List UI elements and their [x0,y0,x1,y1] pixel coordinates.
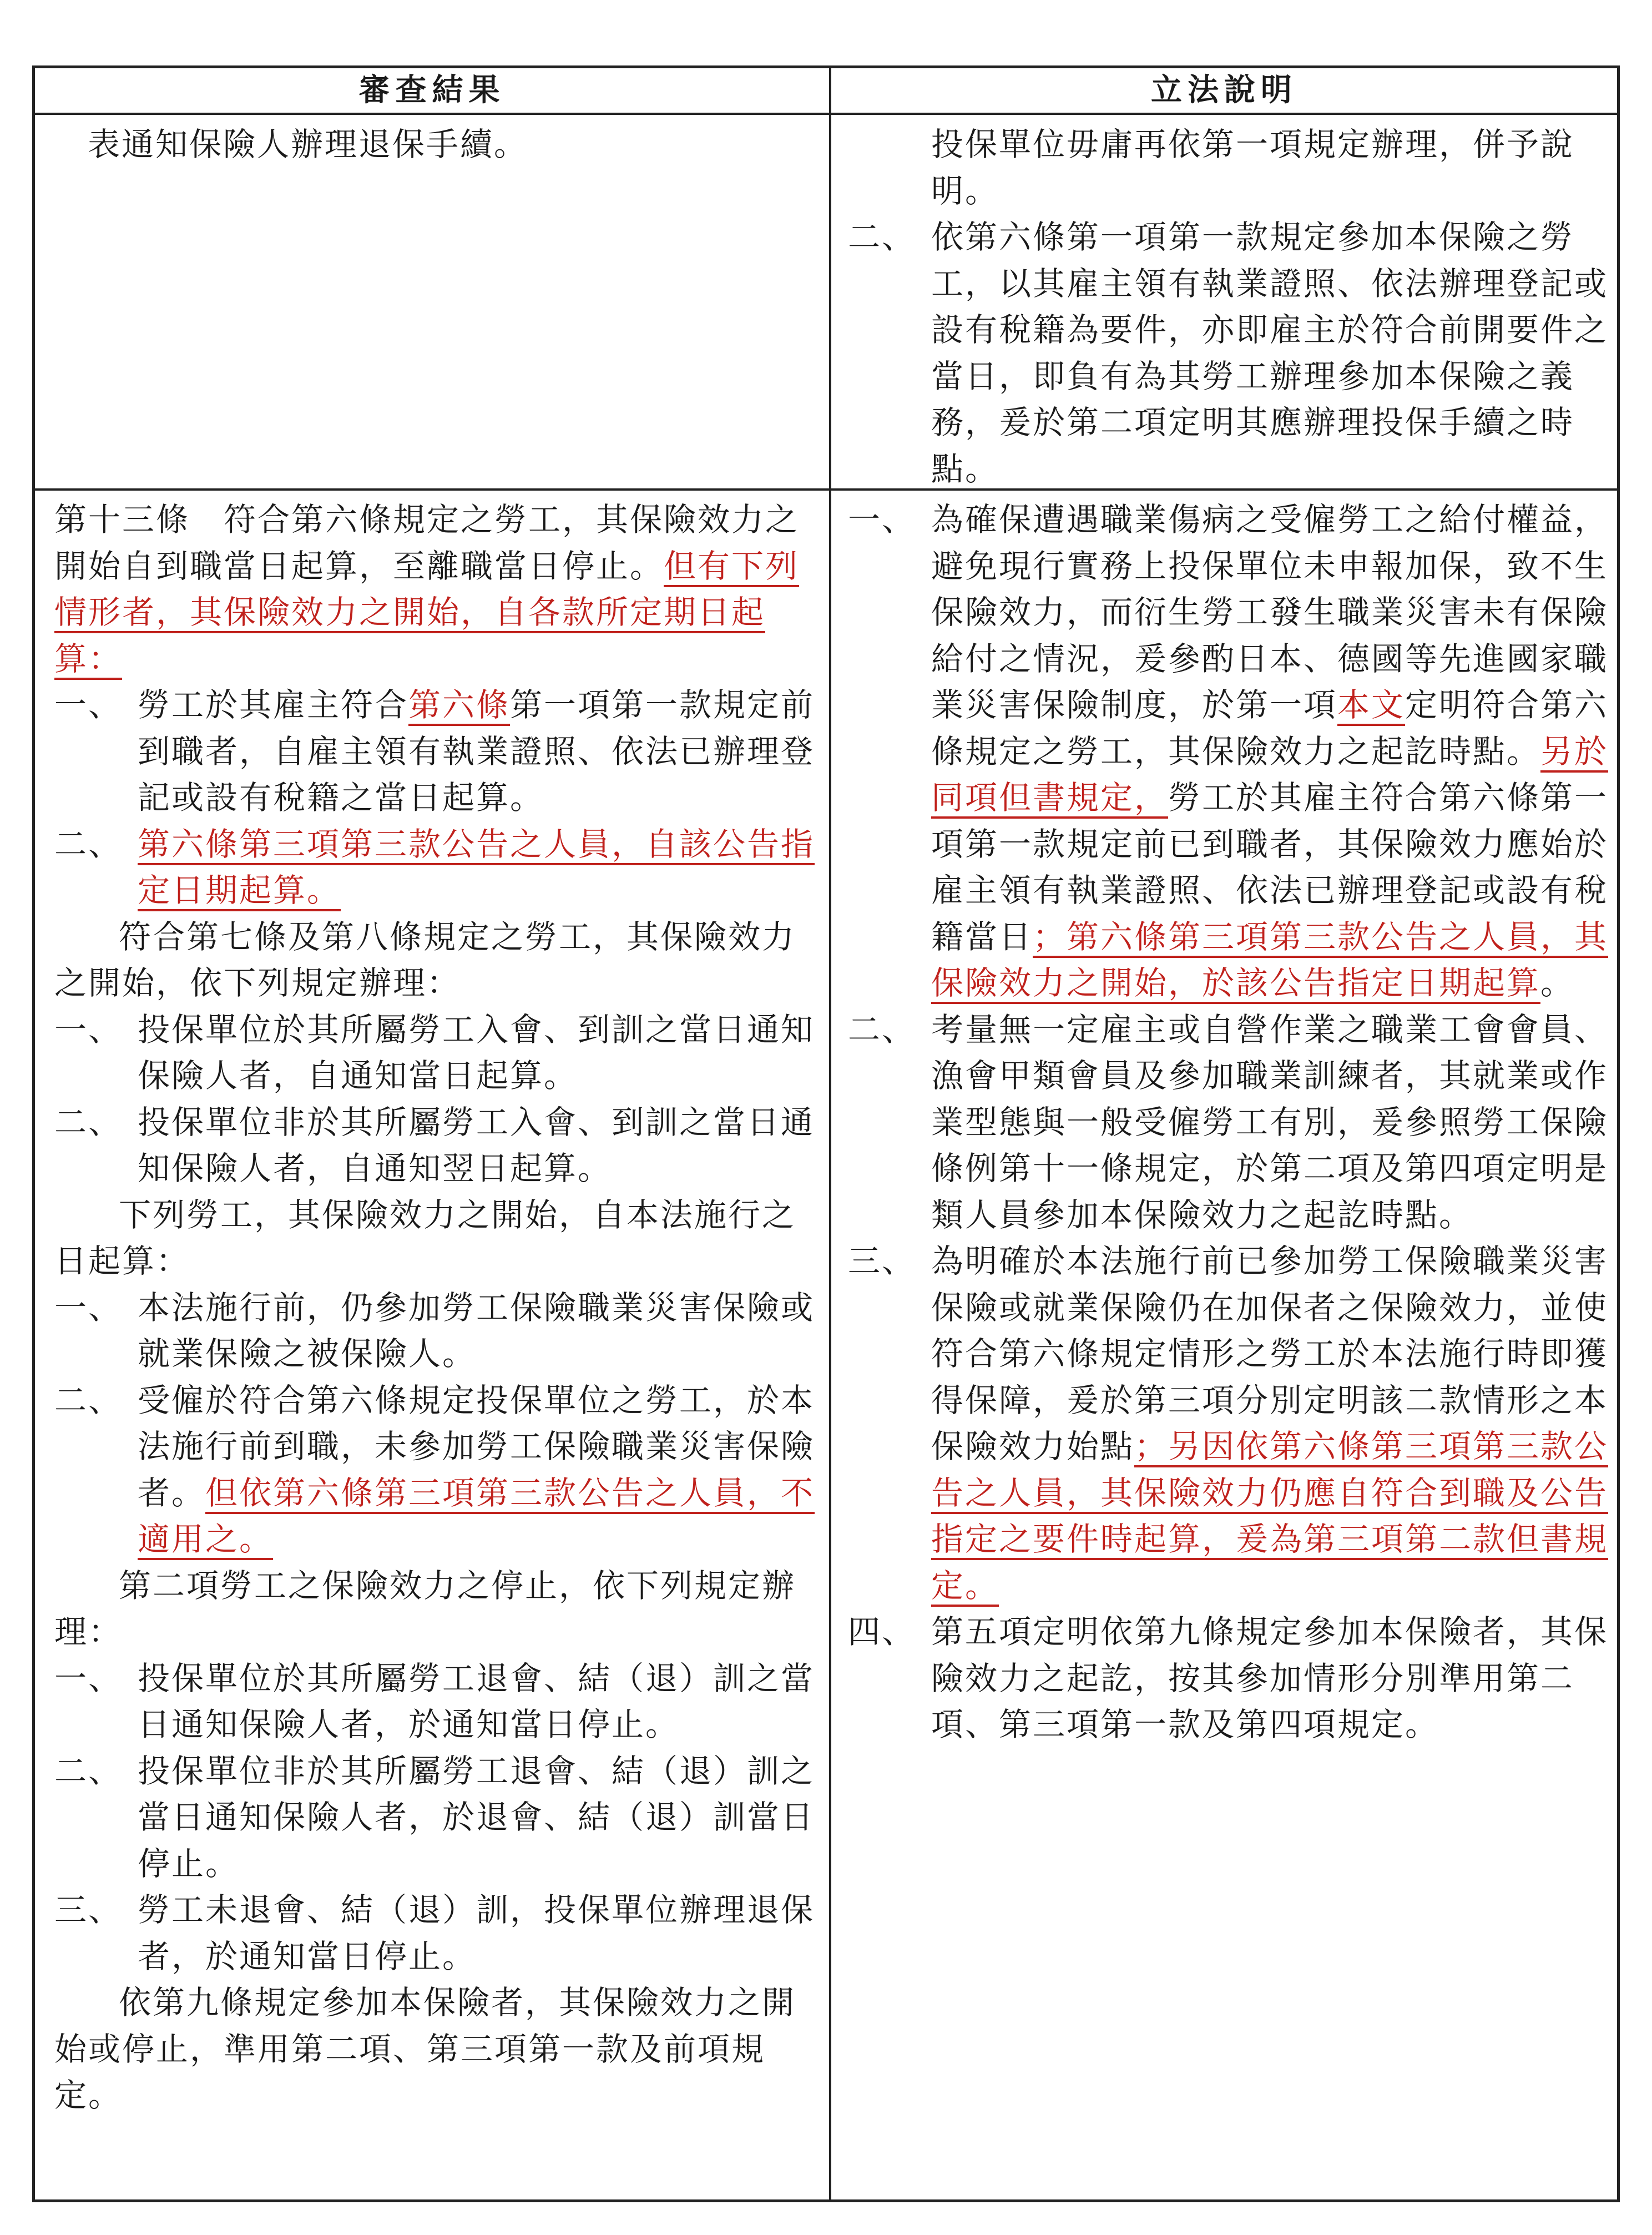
explanation-item-3 [848,1238,1614,1609]
amended-text: 另於同項但書規定， [931,733,1608,819]
row1-left-cell [88,122,815,168]
item-number: 二、 [848,1010,916,1048]
item-text-part: 定明符合第六條規定之勞工，其保險效力之起訖時點。 [931,686,1609,770]
paragraph-2: 符合第七條及第八條規定之勞工，其保險效力之開始，依下列規定辦理： [54,917,796,1002]
item-text-part: 第一項第一款規定前到職者，自雇主領有執業證照、依法已辦理登記或設有稅籍之當日起算。 [138,686,815,816]
item-text-part: 受僱於符合第六條規定投保單位之勞工，於本法施行前到職，未參加勞工保險職業災害保險者。 [138,1381,815,1512]
item-text: 投保單位於其所屬勞工入會、到訓之當日通知保險人者，自通知當日起算。 [138,1010,815,1094]
explanation-cell [848,497,1614,1748]
amended-text: ；第六條第三項第三款公告之人員，其保險效力之開始，於該公告指定日期起算 [931,918,1608,1005]
article-label: 第十三條 [54,501,190,538]
item-number: 二、 [54,825,123,863]
article-13-main [54,497,817,682]
item-text-part: 。 [1540,964,1575,1002]
amended-text: ；另因依第六條第三項第三款公告之人員，其保險效力仍應自符合到職及公告指定之要件時起算，爰為第三項第二款但書規定。 [931,1427,1608,1607]
explanation-item-4 [848,1609,1614,1748]
item-number: 二、 [848,218,916,256]
para3-item-2 [54,1378,817,1563]
item-text-part: 勞工於其雇主符合 [138,686,409,724]
para4-item-2 [54,1748,817,1888]
item-number: 二、 [54,1381,123,1419]
para2-item-1 [54,1007,817,1099]
row1-right-continuation: 投保單位毋庸再依第一項規定辦理，併予說明。 [931,125,1575,210]
explanation-item-1 [848,497,1614,1007]
amended-text: 但有下列情形者，其保險效力之開始，自各款所定期日起算： [54,547,799,680]
item-number: 二、 [54,1103,123,1141]
item-text-part: 為確保遭遇職業傷病之受僱勞工之給付權益，避免現行實務上投保單位未申報加保，致不生保險效力，而衍生勞工發生職業災害未有保險給付之情況，爰參酌日本、德國等先進國家職業災害保險制度，於第一項 [931,501,1609,724]
item-text-part: 勞工於其雇主符合第六條第一項第一款規定前已到職者，其保險效力應始於雇主領有執業證照、依法已辦理登記或設有稅籍當日 [931,779,1609,956]
row1-left-text: 表通知保險人辦理退保手續。 [88,125,528,163]
header-divider [35,113,1617,115]
paragraph-5: 依第九條規定參加本保險者，其保險效力之開始或停止，準用第二項、第三項第一款及前項規定。 [54,1984,796,2114]
item-number: 三、 [848,1242,916,1280]
item-number: 四、 [848,1613,916,1651]
paragraph-4: 第二項勞工之保險效力之停止，依下列規定辦理： [54,1566,796,1651]
amended-text: 但依第六條第三項第三款公告之人員，不適用之。 [138,1474,815,1561]
item-number: 一、 [848,501,916,538]
item-number: 一、 [54,686,123,724]
amended-text: 第六條 [408,686,510,726]
item-text [931,1238,1614,1609]
item-text [138,1378,817,1563]
item-text: 投保單位非於其所屬勞工入會、到訓之當日通知保險人者，自通知翌日起算。 [138,1103,815,1187]
paragraph-3: 下列勞工，其保險效力之開始，自本法施行之日起算： [54,1195,796,1280]
item-text: 依第六條第一項第一款規定參加本保險之勞工，以其雇主領有執業證照、依法辦理登記或設有稅籍為要件，亦即雇主於符合前開要件之當日，即負有為其勞工辦理參加本保險之義務，爰於第二項定明其應辦理投保手續之時點。 [931,218,1609,488]
item-text [138,821,817,914]
item-text-part: 為明確於本法施行前已參加勞工保險職業災害保險或就業保險仍在加保者之保險效力，並使符合第六條規定情形之勞工於本法施行時即獲得保障，爰於第三項分別定明該二款情形之本保險效力始點 [931,1242,1609,1465]
item-number: 一、 [54,1010,123,1048]
header-review-result: 審查結果 [358,72,506,108]
item-number: 三、 [54,1891,123,1929]
para3-item-1 [54,1285,817,1378]
header-legislative-explanation: 立法說明 [1151,72,1297,108]
comparison-table [32,65,1620,2202]
column-divider [829,68,831,2199]
para1-item-2 [54,821,817,914]
row1-right-cell [848,122,1614,492]
item-text [138,682,817,821]
para2-item-2 [54,1099,817,1192]
article-text: 符合第六條規定之勞工，其保險效力之開始自到職當日起算，至離職當日停止。 [54,501,800,585]
item-text: 第五項定明依第九條規定參加本保險者，其保險效力之起訖，按其參加情形分別準用第二項、第三項第一款及第四項規定。 [931,1613,1609,1743]
item-number: 二、 [54,1752,123,1790]
item-text: 考量無一定雇主或自營作業之職業工會會員、漁會甲類會員及參加職業訓練者，其就業或作業型態與一般受僱勞工有別，爰參照勞工保險條例第十一條規定，於第二項及第四項定明是類人員參加本保險效力之起訖時點。 [931,1010,1609,1234]
item-text: 投保單位非於其所屬勞工退會、結（退）訓之當日通知保險人者，於退會、結（退）訓當日停止。 [138,1752,815,1883]
item-number: 一、 [54,1659,123,1697]
para1-item-1 [54,682,817,821]
item-text: 本法施行前，仍參加勞工保險職業災害保險或就業保險之被保險人。 [138,1288,815,1373]
item-text: 投保單位於其所屬勞工退會、結（退）訓之當日通知保險人者，於通知當日停止。 [138,1659,815,1743]
amended-text: 第六條第三項第三款公告之人員，自該公告指定日期起算。 [138,825,815,912]
para4-item-1 [54,1656,817,1748]
amended-text: 本文 [1337,686,1405,726]
para4-item-3 [54,1887,817,1980]
article-13-cell [54,497,817,2119]
item-text [931,497,1614,1007]
item-text: 勞工未退會、結（退）訓，投保單位辦理退保者，於通知當日停止。 [138,1891,815,1975]
item-number: 一、 [54,1288,123,1326]
explanation-item-2 [848,1007,1614,1239]
row1-right-item-2 [848,214,1614,492]
